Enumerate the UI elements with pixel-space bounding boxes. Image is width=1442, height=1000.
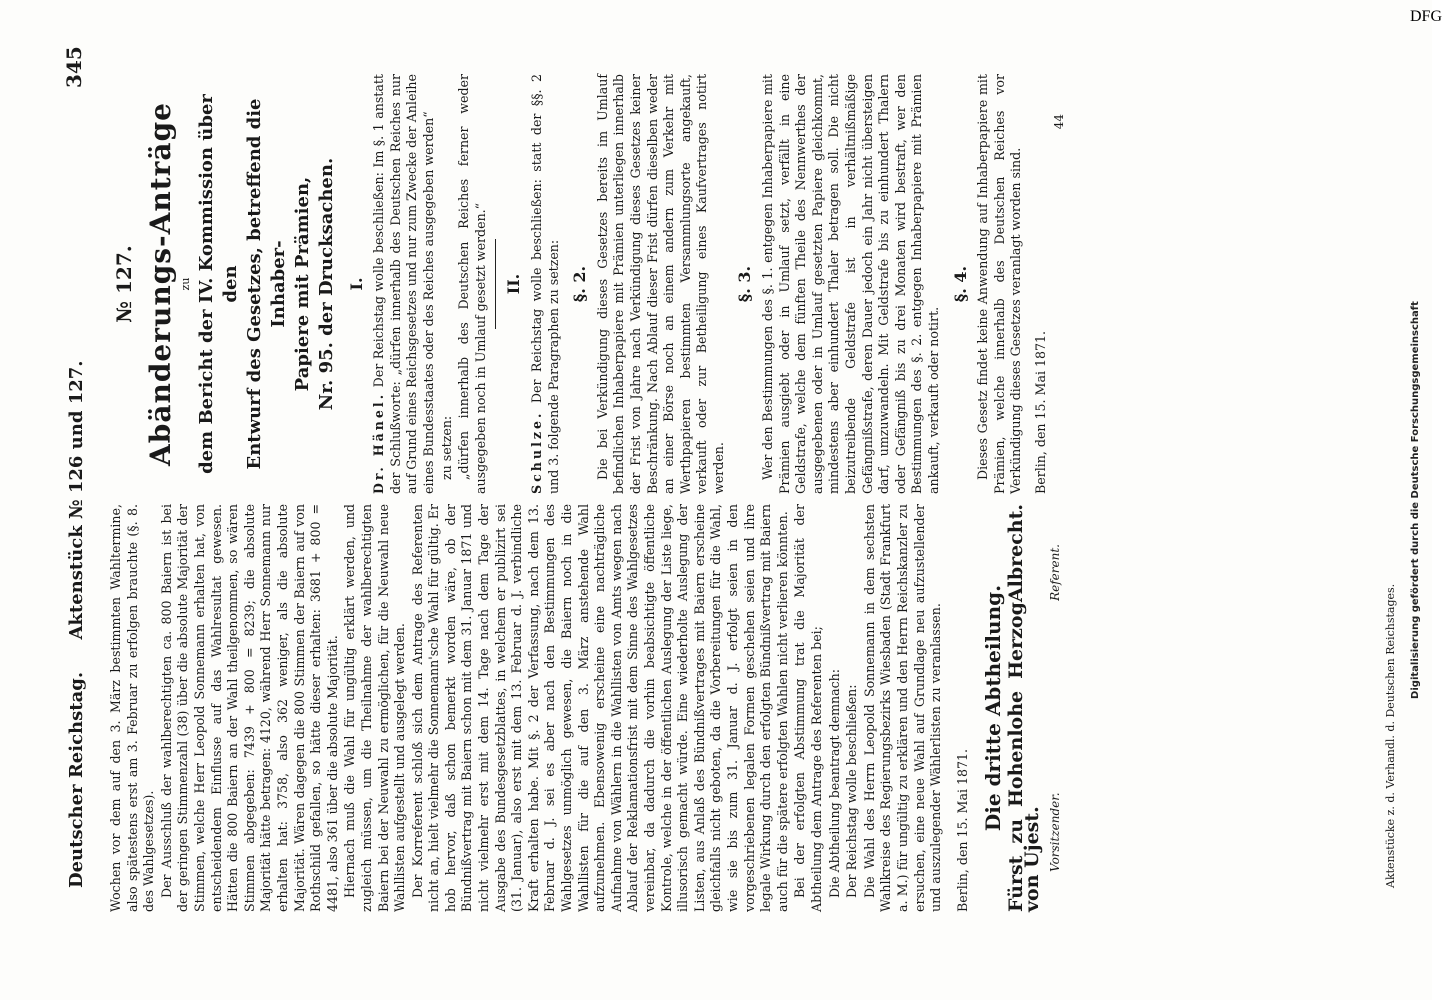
paragraph-text: Wer den Bestimmungen des §. 1. entgegen Inhaberpapiere mit Prämien ausgiebt oder in Umlauf setzt, verfällt in eine Geldstrafe, welche dem fünften Theile des Nennwerthes der ausgegebenen oder in Umlauf gesetzten Papiere gleichkommt, mindestens aber einhundert Thaler betragen soll. Die nicht beizutreibende Geldstrafe ist in verhältnißmäßige Gefängnißstrafe, deren Dauer jedoch ein Jahr nicht übersteigen darf, umzuwandeln. Mit Geldstrafe bis zu einhundert Thalern oder Gefängniß bis zu drei Monaten wird bestraft, wer den Bestimmungen des §. 2. entgegen Inhaberpapiere mit Prämien ankauft, verkauft oder notirt.	[760, 74, 941, 494]
motion-paragraph	[371, 74, 437, 494]
left-column	[108, 504, 1064, 912]
paragraph-heading: §. 2.	[570, 265, 590, 303]
subtitle-line: Entwurf des Gesetzes, betreffend die Inhaber-	[243, 98, 289, 470]
left-paragraph: Der Reichstag wolle beschließen:	[844, 684, 860, 898]
role-left: Vorsitzender.	[1048, 792, 1063, 872]
motion-text: Der Reichstag wolle beschließen: statt der §§. 2 und 3. folgende Paragraphen zu setzen:	[528, 74, 561, 494]
divider-rule	[495, 239, 496, 329]
subtitle-line: dem Bericht der IV. Kommission über den	[195, 94, 241, 474]
signature-row	[1004, 504, 1044, 912]
motion-text: Der Reichstag wolle beschließen: Im §. 1 anstatt der Schlußworte: „dürfen innerhalb des Deutschen Reiches nur auf Grund eines Reichsgesetzes und nur zum Zwecke der Anleihe eines Bundesstaates oder des Reiches ausgegeben werden“	[371, 74, 436, 494]
paragraph-heading: §. 4.	[950, 265, 970, 303]
sheet-mark: 44	[1051, 114, 1066, 130]
signature-right: Albrecht.	[1004, 504, 1027, 603]
paragraph-text: Dieses Gesetz findet keine Anwendung auf Inhaberpapiere mit Prämien, welche innerhalb des Deutschen Reiches vor Verkündigung dieses Gesetzes veranlagt worden sind.	[975, 74, 1024, 494]
paragraph-heading: §. 3.	[735, 265, 755, 303]
paragraph-text: Die bei Verkündigung dieses Gesetzes bereits im Umlauf befindlichen Inhaberpapiere mit Prämien unterliegen innerhalb der Frist von Jahre nach Verkündigung dieses Gesetzes keiner Beschränkung. Nach Ablauf dieser Frist dürfen dieselben weder an einer Börse noch an einem andern zum Verkehr mit Werthpapieren bestimmten Versammlungsorte angekauft, verkauft oder zur Betheiligung eines Kaufvertrages notirt werden.	[594, 74, 726, 494]
motion-zu-setzen: zu setzen:	[438, 415, 454, 480]
document-number: № 127.	[112, 245, 136, 323]
right-date-line: Berlin, den 15. Mai 1871.	[1032, 330, 1048, 494]
section-heading: I.	[346, 277, 366, 291]
motion-author: Dr. Hänel.	[371, 391, 387, 494]
left-paragraph: Der Korreferent schloß sich dem Antrage des Referenten nicht an, hielt vielmehr die Sonnemann'sche Wahl für gültig. Er hob hervor, daß schon bemerkt worden wäre, ob der Bündnißvertrag mit Baiern schon mit dem 31. Januar 1871 und nicht vielmehr erst mit dem 14. Tage nach dem Tage der Ausgabe des Bundesgesetzblattes, in welchem er publizirt sei (31. Januar), also erst mit dem 13. Februar d. J. verbindliche Kraft erhalten habe. Mit §. 2 der Verfassung, nach dem 13. Februar d. J. sei es aber nach den Bestimmungen des Wahlgesetzes unmöglich gewesen, die Baiern noch in die Wahllisten für die auf den 3. März anstehende Wahl aufzunehmen. Ebensowenig erscheine eine nachträgliche Aufnahme von Wählern in die Wahllisten von Amts wegen nach Ablauf der Reklamationsfrist mit dem Sinne des Wahlgesetzes vereinbar, da dadurch die vorhin beabsichtigte öffentliche Kontrole, welche in der öffentlichen Auslegung der Liste liege, illusorisch gemacht würde. Eine wiederholte Auslegung der Listen, aus Anlaß des Bündnißvertrages mit Baiern erscheine gleichfalls nicht geboten, da die Vorbereitungen für die Wahl, wie sie bis zum 31. Januar d. J. erfolgt seien in den vorgeschriebenen legalen Formen geschehen seien und ihre legale Wirkung durch den erfolgten Bündnißvertrag mit Baiern auch für die spätere erfolgten Wahlen nicht verlieren könnten.	[409, 504, 790, 912]
page-number: 345	[62, 46, 86, 88]
motion-quote: „dürfen innerhalb des Deutschen Reiches ferner weder ausgegeben noch in Umlauf gesetzt werden.“	[456, 74, 488, 494]
signature-left: Fürst zu Hohenlohe Herzog von Ujest.	[1004, 602, 1044, 912]
right-column	[108, 74, 1067, 494]
left-paragraph: Hiernach muß die Wahl für ungültig erklärt werden, und zugleich müssen, um die Theilnahme der wahlberechtigten Baiern bei der Neuwahl zu ermöglichen, für die Neuwahl neue Wahllisten aufgestellt und ausgelegt werden.	[342, 504, 408, 912]
left-paragraph: Der Ausschluß der wahlberechtigten ca. 800 Baiern ist bei der geringen Stimmenzahl (38) über die absolute Majorität der Stimmen, welche Herr Leopold Sonnemann erhalten hat, von entscheidendem Einflusse auf das Wahlresultat gewesen. Hätten die 800 Baiern an der Wahl theilgenommen, so wären Stimmen abgegeben: 7439 + 800 = 8239; die absolute Majorität hätte betragen: 4120, während Herr Sonnemann nur erhalten hat: 3758, also 362 weniger, als die absolute Majorität. Wären dagegen die 800 Stimmen der Baiern auf von Rothschild gefallen, so hätte dieser erhalten: 3681 + 800 = 4481, also 361 über die absolute Majorität.	[158, 504, 340, 912]
page-footer: Aktenstücke z. d. Verhandl. d. Deutschen Reichstages.	[1384, 583, 1397, 888]
dfg-logo: DFG	[1410, 8, 1442, 25]
subtitle-line: Papiere mit Prämien,	[291, 176, 313, 392]
motion-paragraph	[529, 74, 562, 494]
subtitle-line: Nr. 95. der Drucksachen.	[315, 157, 337, 411]
digitization-label: Digitalisierung gefördert durch die Deutsche Forschungsgemeinschaft	[1410, 301, 1421, 699]
document-title: Abänderungs-Anträge	[144, 102, 177, 466]
motion-author: Schulze.	[528, 410, 544, 494]
left-paragraph: Wochen vor dem auf den 3. März bestimmten Wahltermine, also spätestens erst am 3. Februar zu erfolgen brauchte (§. 8. des Wahlgesetzes).	[108, 504, 157, 912]
digitization-strip	[1402, 0, 1442, 1000]
left-date-line: Berlin, den 15. Mai 1871.	[954, 748, 970, 912]
left-paragraph: Die Wahl des Herrn Leopold Sonnemann in dem sechsten Wahlkreise des Regierungsbezirks Wiesbaden (Stadt Frankfurt a. M.) für ungültig zu erklären und den Herrn Reichskanzler zu ersuchen, eine neue Wahl auf Grundlage neu aufzustellender und auszulegender Wählerlisten zu veranlassen.	[861, 504, 944, 912]
title-zu: zu	[179, 277, 192, 291]
section-heading: II.	[504, 273, 524, 295]
left-paragraph: Bei der erfolgten Abstimmung trat die Majorität der Abtheilung dem Antrage des Referenten bei;	[792, 504, 824, 912]
role-right: Referent.	[1048, 544, 1063, 601]
signature-roles	[1047, 504, 1064, 912]
header-center: Aktenstück № 126 und 127.	[66, 360, 87, 640]
division-title: Die dritte Abtheilung.	[981, 584, 1006, 832]
running-header	[62, 0, 96, 1000]
header-left: Deutscher Reichstag.	[66, 671, 87, 888]
left-paragraph: Die Abtheilung beantragt demnach:	[826, 668, 842, 898]
